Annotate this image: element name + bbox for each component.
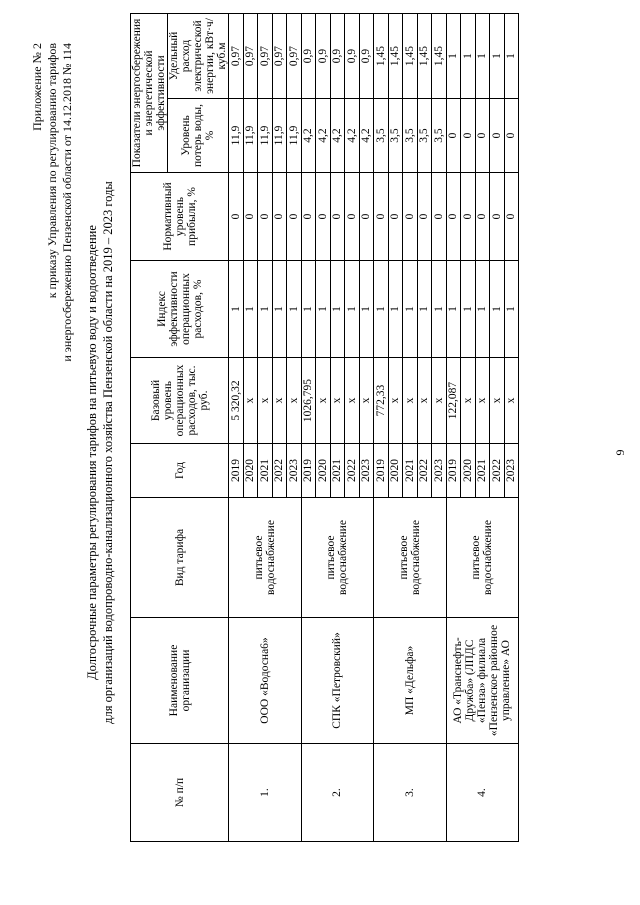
power-consumption-cell: 0,9 [330, 14, 345, 99]
table-row [374, 14, 389, 842]
efficiency-index-cell: 1 [301, 261, 316, 358]
organization-name: СПК «Петровский» [301, 618, 374, 744]
row-number: 2. [301, 744, 374, 842]
efficiency-index-cell: 1 [316, 261, 331, 358]
header-index: Индекс эффективности операционных расходов, % [131, 261, 229, 358]
year-cell: 2023 [359, 444, 374, 498]
header-base: Базовый уровень операционных расходов, тыс. руб. [131, 358, 229, 444]
efficiency-index-cell: 1 [243, 261, 258, 358]
base-cost-cell: х [490, 358, 505, 444]
efficiency-index-cell: 1 [287, 261, 302, 358]
water-loss-cell: 4,2 [359, 99, 374, 173]
base-cost-cell: х [316, 358, 331, 444]
profit-level-cell: 0 [330, 173, 345, 261]
year-cell: 2023 [432, 444, 447, 498]
year-cell: 2020 [243, 444, 258, 498]
row-number: 4. [446, 744, 519, 842]
year-cell: 2021 [330, 444, 345, 498]
organization-name: МП «Дельфа» [374, 618, 447, 744]
year-cell: 2019 [301, 444, 316, 498]
row-number: 1. [229, 744, 302, 842]
power-consumption-cell: 1 [446, 14, 461, 99]
table-row [446, 14, 461, 842]
water-loss-cell: 3,5 [432, 99, 447, 173]
efficiency-index-cell: 1 [374, 261, 389, 358]
year-cell: 2020 [461, 444, 476, 498]
efficiency-index-cell: 1 [475, 261, 490, 358]
header-profit: Нормативный уровень прибыли, % [131, 173, 229, 261]
efficiency-index-cell: 1 [461, 261, 476, 358]
base-cost-cell: х [258, 358, 273, 444]
year-cell: 2022 [272, 444, 287, 498]
water-loss-cell: 11,9 [229, 99, 244, 173]
efficiency-index-cell: 1 [417, 261, 432, 358]
year-cell: 2022 [417, 444, 432, 498]
efficiency-index-cell: 1 [330, 261, 345, 358]
row-number: 3. [374, 744, 447, 842]
base-cost-cell: 772,33 [374, 358, 389, 444]
profit-level-cell: 0 [243, 173, 258, 261]
water-loss-cell: 0 [490, 99, 505, 173]
water-loss-cell: 11,9 [287, 99, 302, 173]
profit-level-cell: 0 [490, 173, 505, 261]
profit-level-cell: 0 [258, 173, 273, 261]
appendix-header [30, 43, 75, 362]
header-energy-group: Показатели энергосбережения и энергетической эффективности [131, 14, 168, 173]
header-year: Год [131, 444, 229, 498]
profit-level-cell: 0 [475, 173, 490, 261]
year-cell: 2019 [374, 444, 389, 498]
year-cell: 2019 [229, 444, 244, 498]
profit-level-cell: 0 [359, 173, 374, 261]
water-loss-cell: 4,2 [301, 99, 316, 173]
power-consumption-cell: 1,45 [403, 14, 418, 99]
appendix-line-2: и энергосбережению Пензенской области от 14.12.2018 № 114 [60, 43, 74, 362]
year-cell: 2020 [316, 444, 331, 498]
profit-level-cell: 0 [446, 173, 461, 261]
table-row [301, 14, 316, 842]
tariff-type: питьевое водоснабжение [301, 498, 374, 618]
appendix-title: Приложение № 2 [30, 43, 44, 131]
year-cell: 2021 [475, 444, 490, 498]
base-cost-cell: х [432, 358, 447, 444]
tariff-type: питьевое водоснабжение [229, 498, 302, 618]
table-header-row [131, 14, 168, 842]
profit-level-cell: 0 [461, 173, 476, 261]
efficiency-index-cell: 1 [490, 261, 505, 358]
profit-level-cell: 0 [287, 173, 302, 261]
document-title-line-1: Долгосрочные параметры регулирования тарифов на питьевую воду и водоотведение [85, 225, 99, 680]
base-cost-cell: х [243, 358, 258, 444]
profit-level-cell: 0 [374, 173, 389, 261]
profit-level-cell: 0 [229, 173, 244, 261]
efficiency-index-cell: 1 [446, 261, 461, 358]
appendix-line-1: к приказу Управления по регулированию тарифов [45, 43, 59, 299]
base-cost-cell: х [475, 358, 490, 444]
water-loss-cell: 0 [475, 99, 490, 173]
water-loss-cell: 4,2 [345, 99, 360, 173]
header-tariff: Вид тарифа [131, 498, 229, 618]
profit-level-cell: 0 [403, 173, 418, 261]
power-consumption-cell: 1 [504, 14, 519, 99]
water-loss-cell: 0 [461, 99, 476, 173]
profit-level-cell: 0 [301, 173, 316, 261]
year-cell: 2021 [258, 444, 273, 498]
header-num: № п/п [131, 744, 229, 842]
header-org: Наименование организации [131, 618, 229, 744]
year-cell: 2019 [446, 444, 461, 498]
document-title [84, 0, 116, 905]
profit-level-cell: 0 [345, 173, 360, 261]
power-consumption-cell: 1 [475, 14, 490, 99]
profit-level-cell: 0 [432, 173, 447, 261]
base-cost-cell: 122,087 [446, 358, 461, 444]
base-cost-cell: х [330, 358, 345, 444]
efficiency-index-cell: 1 [345, 261, 360, 358]
tariff-type: питьевое водоснабжение [446, 498, 519, 618]
efficiency-index-cell: 1 [403, 261, 418, 358]
base-cost-cell: х [345, 358, 360, 444]
page-number: 9 [613, 449, 627, 456]
organization-name: АО «Транснефть-Дружба» (ЛПДС «Пенза» филиала «Пензенское районное управление» АО [446, 618, 519, 744]
base-cost-cell: х [287, 358, 302, 444]
header-loss: Уровень потерь воды, % [168, 99, 229, 173]
water-loss-cell: 0 [504, 99, 519, 173]
base-cost-cell: х [272, 358, 287, 444]
base-cost-cell: 5 320,32 [229, 358, 244, 444]
power-consumption-cell: 0,9 [359, 14, 374, 99]
base-cost-cell: х [359, 358, 374, 444]
power-consumption-cell: 1 [490, 14, 505, 99]
power-consumption-cell: 0,9 [316, 14, 331, 99]
profit-level-cell: 0 [388, 173, 403, 261]
power-consumption-cell: 0,9 [301, 14, 316, 99]
water-loss-cell: 3,5 [417, 99, 432, 173]
base-cost-cell: х [417, 358, 432, 444]
water-loss-cell: 11,9 [243, 99, 258, 173]
water-loss-cell: 3,5 [374, 99, 389, 173]
tariff-parameters-table [130, 13, 519, 842]
base-cost-cell: 1026,795 [301, 358, 316, 444]
efficiency-index-cell: 1 [388, 261, 403, 358]
water-loss-cell: 11,9 [258, 99, 273, 173]
organization-name: ООО «Водосна6» [229, 618, 302, 744]
power-consumption-cell: 1,45 [374, 14, 389, 99]
base-cost-cell: х [461, 358, 476, 444]
year-cell: 2022 [345, 444, 360, 498]
year-cell: 2023 [287, 444, 302, 498]
power-consumption-cell: 0,97 [229, 14, 244, 99]
document-title-line-2: для организаций водопроводно-канализационного хозяйства Пензенской области на 2019 – 2023 годы [101, 181, 115, 724]
year-cell: 2022 [490, 444, 505, 498]
year-cell: 2020 [388, 444, 403, 498]
profit-level-cell: 0 [504, 173, 519, 261]
profit-level-cell: 0 [316, 173, 331, 261]
power-consumption-cell: 0,9 [345, 14, 360, 99]
efficiency-index-cell: 1 [504, 261, 519, 358]
efficiency-index-cell: 1 [229, 261, 244, 358]
base-cost-cell: х [504, 358, 519, 444]
power-consumption-cell: 0,97 [258, 14, 273, 99]
water-loss-cell: 3,5 [403, 99, 418, 173]
power-consumption-cell: 1,45 [388, 14, 403, 99]
efficiency-index-cell: 1 [258, 261, 273, 358]
power-consumption-cell: 0,97 [243, 14, 258, 99]
base-cost-cell: х [388, 358, 403, 444]
power-consumption-cell: 1,45 [417, 14, 432, 99]
tariff-type: питьевое водоснабжение [374, 498, 447, 618]
power-consumption-cell: 0,97 [272, 14, 287, 99]
water-loss-cell: 3,5 [388, 99, 403, 173]
profit-level-cell: 0 [417, 173, 432, 261]
water-loss-cell: 11,9 [272, 99, 287, 173]
header-power: Удельный расход электрической энергии, кВт·ч/куб.м [168, 14, 229, 99]
efficiency-index-cell: 1 [359, 261, 374, 358]
power-consumption-cell: 1,45 [432, 14, 447, 99]
year-cell: 2021 [403, 444, 418, 498]
power-consumption-cell: 0,97 [287, 14, 302, 99]
water-loss-cell: 4,2 [316, 99, 331, 173]
power-consumption-cell: 1 [461, 14, 476, 99]
profit-level-cell: 0 [272, 173, 287, 261]
water-loss-cell: 4,2 [330, 99, 345, 173]
table-row [229, 14, 244, 842]
efficiency-index-cell: 1 [432, 261, 447, 358]
water-loss-cell: 0 [446, 99, 461, 173]
efficiency-index-cell: 1 [272, 261, 287, 358]
base-cost-cell: х [403, 358, 418, 444]
year-cell: 2023 [504, 444, 519, 498]
table-body [229, 14, 519, 842]
